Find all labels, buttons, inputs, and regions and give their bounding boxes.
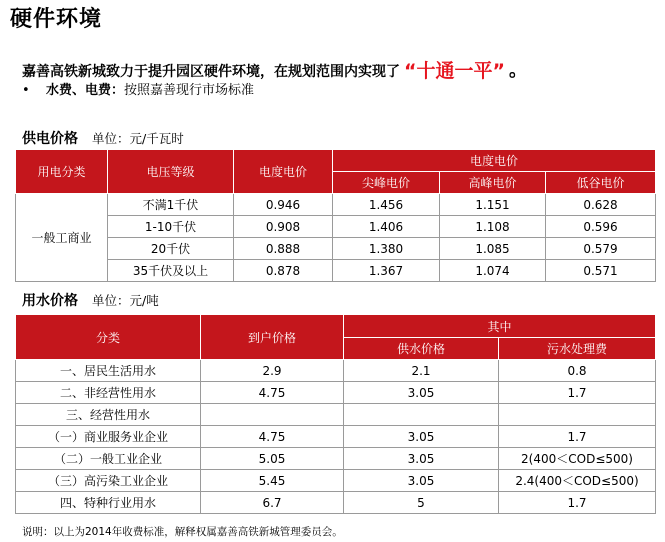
high-cell: 1.074	[440, 260, 546, 282]
table-row	[16, 470, 656, 492]
water-price-cell: 4.75	[201, 426, 344, 448]
table-row	[16, 404, 656, 426]
water-category-cell: 三、经营性用水	[16, 404, 201, 426]
water-category-cell: （二）一般工业企业	[16, 448, 201, 470]
low-cell: 0.571	[546, 260, 656, 282]
electricity-header-voltage: 电压等级	[108, 150, 234, 194]
water-category-cell: 二、非经营性用水	[16, 382, 201, 404]
electricity-header-peak: 尖峰电价	[333, 172, 440, 194]
low-cell: 0.579	[546, 238, 656, 260]
peak-cell: 1.380	[333, 238, 440, 260]
table-row	[16, 426, 656, 448]
water-supply-cell: 3.05	[344, 470, 499, 492]
water-title: 用水价格	[22, 293, 78, 309]
table-row	[16, 448, 656, 470]
table-row	[16, 382, 656, 404]
voltage-cell: 20千伏	[108, 238, 234, 260]
peak-cell: 1.367	[333, 260, 440, 282]
high-cell: 1.085	[440, 238, 546, 260]
water-header-group: 其中	[344, 315, 656, 338]
voltage-cell: 1-10千伏	[108, 216, 234, 238]
table-row	[16, 360, 656, 382]
voltage-cell: 35千伏及以上	[108, 260, 234, 282]
water-price-cell: 4.75	[201, 382, 344, 404]
table-row	[16, 216, 656, 238]
footnote: 说明：以上为2014年收费标准，解释权属嘉善高铁新城管理委员会。	[22, 526, 343, 538]
electricity-header-low: 低谷电价	[546, 172, 656, 194]
bullet-label: 水费、电费：	[46, 83, 125, 98]
table-row	[16, 492, 656, 514]
page-title: 硬件环境	[10, 7, 103, 32]
bullet-symbol: •	[22, 83, 30, 98]
high-cell: 1.151	[440, 194, 546, 216]
water-supply-cell: 3.05	[344, 448, 499, 470]
water-category-cell: 一、居民生活用水	[16, 360, 201, 382]
peak-cell: 1.456	[333, 194, 440, 216]
headline-highlight: “十通一平”	[404, 60, 505, 82]
water-section-title	[22, 290, 159, 310]
electricity-unit: 单位：元/千瓦时	[92, 131, 184, 146]
water-sewage-cell: 1.7	[499, 382, 656, 404]
water-supply-cell	[344, 404, 499, 426]
water-header-sewage: 污水处理费	[499, 338, 656, 360]
price-cell: 0.888	[234, 238, 333, 260]
electricity-header-category: 用电分类	[16, 150, 108, 194]
water-header-category: 分类	[16, 315, 201, 360]
price-cell: 0.946	[234, 194, 333, 216]
water-category-cell: 四、特种行业用水	[16, 492, 201, 514]
water-table	[15, 314, 656, 514]
water-sewage-cell: 2.4(400＜COD≤500)	[499, 470, 656, 492]
water-supply-cell: 2.1	[344, 360, 499, 382]
water-sewage-cell: 1.7	[499, 492, 656, 514]
water-category-cell: （一）商业服务业企业	[16, 426, 201, 448]
water-unit: 单位：元/吨	[92, 293, 159, 308]
bullet-line	[22, 79, 254, 98]
price-cell: 0.908	[234, 216, 333, 238]
headline-end: 。	[508, 60, 527, 81]
electricity-header-high: 高峰电价	[440, 172, 546, 194]
electricity-header-group: 电度电价	[333, 150, 656, 172]
water-price-cell: 5.45	[201, 470, 344, 492]
water-price-cell: 6.7	[201, 492, 344, 514]
electricity-category-cell: 一般工商业	[16, 194, 108, 282]
water-sewage-cell: 0.8	[499, 360, 656, 382]
electricity-title: 供电价格	[22, 131, 78, 147]
water-supply-cell: 5	[344, 492, 499, 514]
water-sewage-cell	[499, 404, 656, 426]
price-cell: 0.878	[234, 260, 333, 282]
voltage-cell: 不满1千伏	[108, 194, 234, 216]
table-row	[16, 260, 656, 282]
water-supply-cell: 3.05	[344, 382, 499, 404]
water-sewage-cell: 2(400＜COD≤500)	[499, 448, 656, 470]
water-header-price: 到户价格	[201, 315, 344, 360]
water-sewage-cell: 1.7	[499, 426, 656, 448]
water-price-cell: 2.9	[201, 360, 344, 382]
low-cell: 0.628	[546, 194, 656, 216]
table-row	[16, 238, 656, 260]
water-price-cell	[201, 404, 344, 426]
high-cell: 1.108	[440, 216, 546, 238]
electricity-section-title	[22, 128, 184, 148]
peak-cell: 1.406	[333, 216, 440, 238]
table-row	[16, 194, 656, 216]
water-header-supply: 供水价格	[344, 338, 499, 360]
water-supply-cell: 3.05	[344, 426, 499, 448]
headline-text: 嘉善高铁新城致力于提升园区硬件环境，在规划范围内实现了	[22, 64, 400, 80]
bullet-text: 按照嘉善现行市场标准	[124, 83, 255, 98]
water-category-cell: （三）高污染工业企业	[16, 470, 201, 492]
low-cell: 0.596	[546, 216, 656, 238]
water-price-cell: 5.05	[201, 448, 344, 470]
electricity-table	[15, 149, 656, 282]
electricity-header-price: 电度电价	[234, 150, 333, 194]
